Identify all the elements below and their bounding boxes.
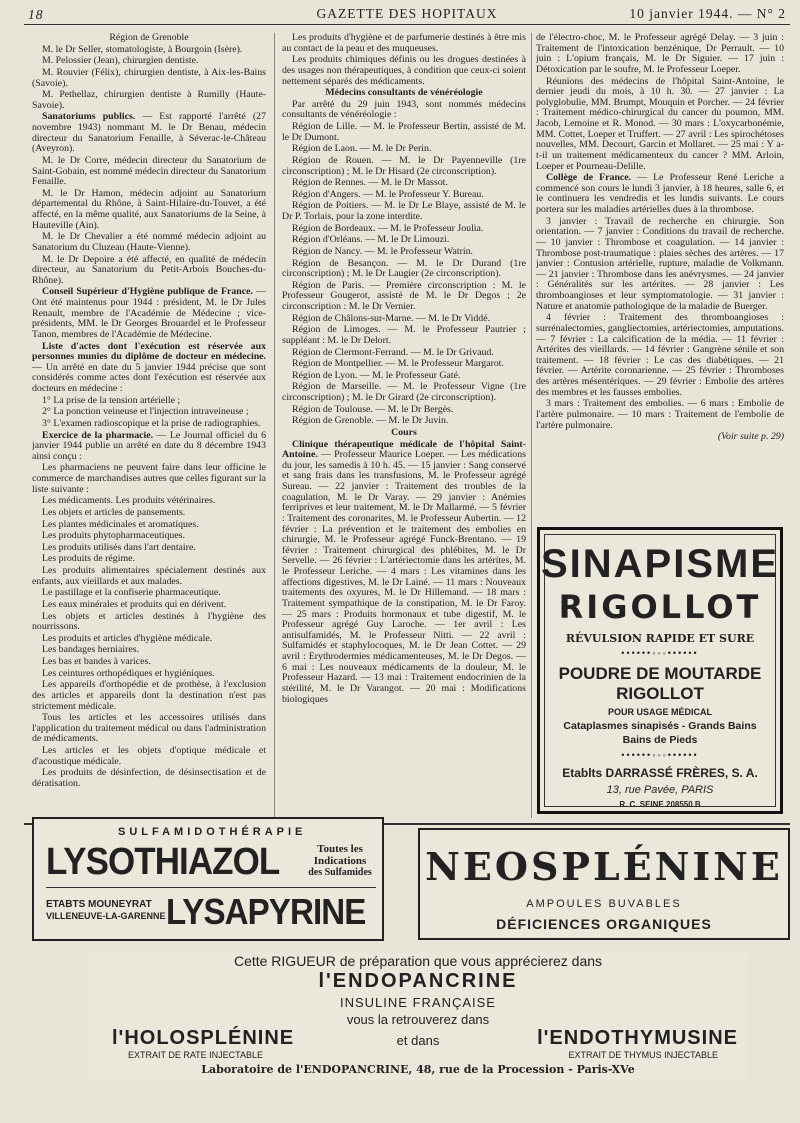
paragraph (32, 566, 266, 587)
paragraph (536, 77, 784, 173)
ad-address: 13, rue Pavée, PARIS (606, 784, 714, 796)
column-1 (32, 33, 266, 818)
paragraph (32, 255, 266, 287)
paragraph-text: Les produits de régime. (42, 553, 135, 565)
paragraph (282, 348, 526, 359)
paragraph-text: M. Pethellaz, chirurgien dentiste à Rumilly (Haute-Savoie). (32, 89, 266, 111)
paragraph (32, 396, 266, 407)
paragraph-text: Région de Marseille. — M. le Professeur Vigne (1re circonscription) ; M. le Dr Girard (2e circonscription). (282, 381, 526, 403)
paragraph (32, 189, 266, 232)
ad-divider (46, 887, 376, 888)
paragraph (32, 419, 266, 430)
header-rule (24, 24, 790, 25)
paragraph-text: Les articles et les objets d'optique médicale et d'acoustique médicale. (32, 745, 266, 767)
paragraph (32, 90, 266, 111)
paragraph (282, 314, 526, 325)
paragraph-lead: Conseil Supérieur d'Hygiène publique de France. (42, 286, 253, 298)
ad-rc: R. C. SEINE 208550 B (619, 800, 701, 809)
paragraph-text: Région d'Orléans. — M. le Dr Limouzi. (292, 234, 450, 246)
column-2 (282, 33, 526, 818)
paragraph (32, 33, 266, 44)
paragraph (32, 669, 266, 680)
paragraph-text: Les produits d'hygiène et de parfumerie destinés à être mis au contact de la peau et des muqueuses. (282, 33, 526, 54)
paragraph (32, 588, 266, 599)
paragraph-text: Les bas et bandes à varices. (42, 656, 151, 667)
paragraph (282, 178, 526, 189)
paragraph (32, 645, 266, 656)
paragraph-text: Les produits alimentaires spécialement destinés aux enfants, aux vieillards et aux malades. (32, 565, 266, 587)
paragraph (32, 431, 266, 463)
paragraph (32, 520, 266, 531)
paragraph (282, 201, 526, 222)
ad-line-1: Cataplasmes sinapisés - Grands Bains (563, 720, 757, 732)
masthead-title: GAZETTE DES HOPITAUX (316, 6, 498, 21)
paragraph (282, 428, 526, 439)
paragraph-text: Région de Grenoble. — M. le Dr Juvin. (292, 415, 449, 427)
ad-header: SULFAMIDOTHÉRAPIE (118, 826, 307, 838)
paragraph-text: Les bandages herniaires. (42, 644, 140, 656)
ad-sinapisme-rigollot (537, 527, 783, 814)
ad-note-1: Toutes les (317, 843, 363, 855)
ad-left-product: l'HOLOSPLÉNINE (112, 1027, 295, 1049)
paragraph (32, 342, 266, 395)
paragraph (536, 399, 784, 431)
paragraph-text: Région de Laon. — M. le Dr Perin. (292, 143, 432, 155)
paragraph (282, 144, 526, 155)
paragraph-text: Les produits de désinfection, de désinsectisation et de dératisation. (32, 767, 266, 789)
paragraph-text: Région de Châlons-sur-Marne. — M. le Dr Viddé. (292, 312, 491, 324)
paragraph-lead: Sanatoriums publics. (42, 111, 136, 123)
ad-line-2: INSULINE FRANÇAISE (340, 995, 496, 1010)
paragraph (282, 259, 526, 280)
paragraph-text: — Le Professeur René Leriche a commencé son cours le lundi 3 janvier, à 18 heures, salle 6, et le continuera les vendredis et les lundis suivants. Le cours portera sur les maladies artérielles dues à la thrombose. (536, 172, 784, 215)
ad-lysothiazol (32, 817, 384, 941)
paragraph-text: (Voir suite p. 29) (717, 431, 784, 443)
paragraph (32, 680, 266, 712)
ad-brand: RIGOLLOT (558, 588, 762, 626)
paragraph (32, 463, 266, 495)
paragraph (282, 156, 526, 177)
ad-footer: Laboratoire de l'ENDOPANCRINE, 48, rue de la Procession - Paris-XVe (201, 1063, 635, 1076)
ad-line-1: AMPOULES BUVABLES (526, 898, 682, 910)
ad-line-3: vous la retrouverez dans (346, 1012, 490, 1027)
paragraph-text: Région de Nancy. — M. le Professeur Watrin. (292, 245, 474, 257)
paragraph (32, 112, 266, 155)
paragraph (536, 432, 784, 443)
ad-note-3: des Sulfamides (308, 867, 372, 879)
paragraph-text: M. le Dr Corre, médecin directeur du Sanatorium de Saint-Gobain, est nommé médecin directeur du Sanatorium Fenaille. (32, 154, 266, 188)
paragraph-text: 3° L'examen radioscopique et la prise de radiographies. (42, 417, 261, 429)
paragraph-text: Région d'Angers. — M. le Professeur Y. Bureau. (292, 188, 484, 200)
paragraph (32, 531, 266, 542)
ad-line-1: Cette RIGUEUR de préparation que vous apprécierez dans (233, 953, 603, 969)
ad-line-2: DÉFICIENCES ORGANIQUES (496, 916, 712, 932)
paragraph-text: Région de Limoges. — M. le Professeur Pautrier ; suppléant : M. le Dr Delort. (282, 324, 526, 346)
paragraph-lead: Liste d'actes dont l'exécution est réservée aux personnes munies du diplôme de docteur en médecine. (32, 340, 266, 363)
paragraph-lead: Médecins consultants de vénéréologie (325, 87, 483, 99)
paragraph-text: Les médicaments. Les produits vétérinaires. (42, 495, 216, 507)
paragraph (282, 247, 526, 258)
paragraph-text: Tous les articles et les accessoires utilisés dans l'application du traitement médical ou dans l'administration de médicaments. (32, 712, 266, 745)
paragraph-text: Les produits utilisés dans l'art dentaire. (42, 541, 196, 553)
ad-mid-text: et dans (396, 1033, 440, 1048)
paragraph-text: Les produits phytopharmaceutiques. (42, 530, 185, 542)
ad-line-2: Bains de Pieds (622, 734, 698, 746)
paragraph (282, 371, 526, 382)
paragraph-text: M. le Dr Hamon, médecin adjoint au Sanatorium départemental du Rhône, à Saint-Hilaire-du-Touvet, a été affecté, en la même qualité, aux Sanatoriums de la Seine, à Hauteville (Ain). (32, 187, 266, 231)
paragraph-text: Région de Besançon. — M. le Dr Durand (1re circonscription) ; M. le Dr Laugier (2e circonscription). (282, 257, 526, 280)
ad-product-2: RIGOLLOT (616, 684, 704, 703)
paragraph (282, 33, 526, 54)
paragraph-text: Les eaux minérales et produits qui en dérivent. (42, 598, 227, 610)
paragraph-text: Région de Rouen. — M. le Dr Payenneville (1re circonscription) ; M. le Dr Hisard (2e circonscription). (282, 154, 526, 177)
ad-product-name: NEOSPLÉNINE (425, 844, 783, 889)
ad-company: Etablts DARRASSÉ FRÈRES, S. A. (562, 766, 758, 780)
paragraph (32, 657, 266, 668)
paragraph-text: M. le Dr Depoire a été affecté, en qualité de médecin directeur, au Sanatorium du Petit-Arbois Bouches-du-Rhône). (32, 253, 266, 286)
ad-neosplenine (418, 828, 790, 940)
paragraph-text: 3 janvier : Travail de recherche en chirurgie. Son orientation. — 7 janvier : Conditions du travail de recherche. — 10 janvier : Thrombose et coagulation. — 14 janvier : Thrombose post-traumatique : plaies sèches des artères. — 17 janvier : Contusion artérielle, rupture, maladie de Volkmann. — 21 janvier : Thrombose dans les anévrysmes. — 24 janvier : Généralités sur les artérites. — 28 janvier : Les thromboangioses et leur symptomatologie. — 31 janvier : Nature et anatomie pathologique de la maladie de Buerger. (536, 215, 784, 312)
ad-maker-1: ETABTS MOUNEYRAT (46, 899, 152, 910)
paragraph (282, 190, 526, 201)
paragraph-text: 3 mars : Traitement des embolies. — 6 mars : Embolie de l'artère pulmonaire. — 10 mars : Traitement de l'embolie de l'artère pulmonaire. (536, 398, 784, 431)
column-3 (536, 33, 784, 525)
page-number: 18 (28, 7, 44, 22)
paragraph-text: Région de Grenoble (109, 33, 189, 43)
paragraph-text: M. Rouvier (Félix), chirurgien dentiste, à Aix-les-Bains (Savoie). (32, 66, 266, 89)
ad-product-1: POUDRE DE MOUTARDE (558, 664, 762, 683)
paragraph (282, 325, 526, 346)
paragraph-lead: Cours (391, 426, 417, 438)
paragraph (282, 416, 526, 427)
paragraph (282, 281, 526, 313)
paragraph (32, 508, 266, 519)
paragraph (32, 634, 266, 645)
paragraph (32, 56, 266, 67)
ad-usage: POUR USAGE MÉDICAL (607, 707, 712, 717)
ornament-divider: ••••••◦◦◦•••••• (621, 750, 699, 760)
paragraph-text: Réunions des médecins de l'hôpital Saint-Antoine, le dernier jeudi du mois, à 10 h. 30. — 27 janvier : La polyglobulie, MM. Brumpt, Mouquin et Porcher. — 24 février : Traitement médico-chirurgical du cancer du poumon, MM. Jacob, Lemoine et R. Monod. — 30 mars : L'oxycarbonémie, MM. Cottet, Loeper et Truffert. — 27 avril : Les spirochétoses nouvelles, MM. Decourt, Garcin et Mollaret. — 25 mai : Y a-t-il un traitement médicamenteux du cancer ? MM. Arloin, Loeper et Pourneau-Delille. (536, 75, 784, 172)
paragraph-text: Région de Montpellier. — M. le Professeur Margarot. (292, 358, 504, 370)
paragraph-text: Région de Rennes. — M. le Dr Massot. (292, 177, 448, 189)
paragraph-text: Région de Toulouse. — M. le Dr Bergès. (292, 403, 454, 415)
paragraph-text: — Le Journal officiel du 6 janvier 1944 publie un arrêté en date du 8 décembre 1943 ainsi conçu : (32, 429, 266, 462)
paragraph (32, 543, 266, 554)
paragraph-text: Les ceintures orthopédiques et hygiéniques. (42, 667, 215, 679)
paragraph-text: Région de Poitiers. — M. le Dr Le Blaye, assisté de M. le Dr P. Torlais, pour la zone interdite. (282, 200, 526, 222)
paragraph-text: — Ont été maintenus pour 1944 : président, M. le Dr Jules Renault, membre de l'Académie de Médecine ; vice-présidents, MM. le Dr Georges Brouardel et le Professeur Tanon, membres de l'Académie de Médecine. (32, 286, 266, 340)
paragraph-text: de l'électro-choc, M. le Professeur agrégé Delay. — 3 juin : Traitement de l'intoxication benzénique, Dr Perrault. — 10 juin : L'opium français, M. le Dr Siguier. — 17 juin : Détoxication par le soufre, M. le Professeur Loeper. (536, 33, 784, 75)
paragraph-text: Par arrêté du 29 juin 1943, sont nommés médecins consultants de vénéréologie : (282, 98, 526, 121)
paragraph-text: M. le Dr Chevalier a été nommé médecin adjoint au Sanatorium du Cluzeau (Haute-Vienne). (32, 231, 266, 253)
ad-product-name-2: LYSAPYRINE (166, 891, 366, 932)
paragraph (536, 33, 784, 76)
paragraph (282, 88, 526, 99)
paragraph-text: Les appareils d'orthopédie et de prothèse, à l'exclusion des articles et appareils dont la destination n'est pas strictement médicale. (32, 679, 266, 712)
paragraph (32, 68, 266, 89)
paragraph (32, 45, 266, 56)
paragraph-lead: Clinique thérapeutique médicale de l'hôpital Saint-Antoine. (282, 438, 526, 461)
paragraph-text: Les plantes médicinales et aromatiques. (42, 518, 199, 530)
ad-product-name: LYSOTHIAZOL (46, 841, 280, 883)
paragraph-text: 1° La prise de la tension artérielle ; (42, 394, 181, 406)
paragraph (282, 235, 526, 246)
column-divider (531, 33, 532, 818)
paragraph-text: Région de Clermont-Ferrand. — M. le Dr Grivaud. (292, 346, 494, 358)
paragraph (32, 287, 266, 340)
ad-note-2: Indications (313, 855, 367, 868)
ad-tagline: RÉVULSION RAPIDE ET SURE (565, 632, 755, 645)
paragraph (282, 440, 526, 706)
paragraph (282, 122, 526, 143)
paragraph (282, 100, 526, 121)
paragraph (282, 224, 526, 235)
paragraph (32, 746, 266, 767)
paragraph-text: Les pharmaciens ne peuvent faire dans leur officine le commerce de marchandises autres que celles figurant sur la liste suivante : (32, 462, 266, 495)
paragraph-text: Les produits et articles d'hygiène médicale. (42, 632, 213, 644)
paragraph (32, 612, 266, 633)
column-divider (274, 33, 275, 818)
paragraph-text: Région de Lyon. — M. le Professeur Gaté. (292, 369, 461, 381)
paragraph-text: Région de Bordeaux. — M. le Professeur Joulia. (292, 222, 484, 234)
paragraph (536, 313, 784, 398)
paragraph (32, 600, 266, 611)
paragraph (32, 407, 266, 418)
paragraph-text: 2° La ponction veineuse et l'injection intraveineuse ; (42, 406, 249, 418)
ad-title: SINAPISME (540, 542, 780, 586)
paragraph (32, 768, 266, 789)
paragraph-text: — Un arrêté en date du 5 janvier 1944 précise que sont considérés comme actes dont l'exécution est réservée aux docteurs en médecine : (32, 361, 266, 394)
issue-date: 10 janvier 1944. — N° 2 (629, 6, 786, 21)
ad-endopancrine (88, 953, 748, 1081)
paragraph (536, 173, 784, 216)
paragraph-text: — Est rapporté l'arrêté (27 novembre 1943) nommant M. le Dr Benau, médecin directeur du Sanatorium Fenaille, à Séverac-le-Château (Aveyron). (32, 111, 266, 155)
ad-product-name: l'ENDOPANCRINE (318, 970, 518, 992)
paragraph (536, 217, 784, 313)
paragraph-text: Région de Paris. — Première circonscription : M. le Professeur Gougerot, assisté de M. le Dr Degos ; 2e circonscription : M. le Dr Vernier. (282, 279, 526, 312)
paragraph-text: Le pastillage et la confiserie pharmaceutique. (42, 587, 221, 599)
paragraph (32, 554, 266, 565)
paragraph-lead: Collège de France. (546, 172, 632, 184)
paragraph (32, 232, 266, 253)
paragraph-text: M. Pelossier (Jean), chirurgien dentiste. (42, 55, 199, 67)
paragraph (32, 496, 266, 507)
ad-right-product: l'ENDOTHYMUSINE (537, 1027, 738, 1049)
paragraph (282, 382, 526, 403)
ad-right-sub: EXTRAIT DE THYMUS INJECTABLE (568, 1050, 718, 1060)
page-header (28, 5, 786, 25)
ad-maker-2: VILLENEUVE-LA-GARENNE (46, 911, 166, 921)
paragraph (282, 359, 526, 370)
paragraph-text: 4 février : Traitement des thromboangioses : surrénalectomies, gangliectomies, artériectomies, amputations. — 7 février : La calcification de la média. — 11 février : Artérites des vieillards. — 14 février : Gangrène sénile et son traitement. — 18 février : Le cas des diabétiques. — 21 février. — Artérite coronarienne. — 25 février : Thromboses des artères mésentériques. — 29 février : Embolie des artères des membres et les fausses embolies. (536, 312, 784, 398)
paragraph-text: Les produits chimiques définis ou les drogues destinées à des usages non thérapeutiques, à condition que ceux-ci soient nettement séparés des médicaments. (282, 54, 526, 87)
paragraph-text: — Professeur Maurice Loeper. — Les médications du jour, les samedis à 10 h. 45. — 15 janvier : Sang conservé et sang frais dans les transfusions, M. le Professeur agrégé Sureau. — 22 janvier : Traitement des troubles de la coagulation, M. le Dr Varay. — 29 janvier : Anémies ferriprives et leur traitement, M. le Dr Mallarmé. — 5 février : Traitement des coronarites, M. le Professeur Aubertin. — 12 février : La prévention et le traitement des embolies en chirurgie, M. le Professeur agrégé Funck-Brentano. — 19 février : Traitement chirurgical des phlébites, M. le Dr Servelle. — 26 février : L'artériectomie dans les artérites, M. le Professeur Leriche. — 4 mars : Les vitamines dans les affections digestives, M. le Dr Lainé. — 11 mars : Nouveaux traitements des oxyures, M. le Dr Hillemand. — 18 mars : Traitement sympathique de la constipation, M. le Dr Faroy. — 25 mars : Produits hormonaux et tube digestif, M. le Professeur agrégé Guy Laroche. — 1er avril : Les antisulfamidés, M. le Professeur Nitti. — 22 avril : Sulfamidés et staphylocoques, M. le Dr Jean Cottet. — 29 avril : Erythrodermies médicamenteuses, M. le Dr Degos. — 6 mai : Les nouveaux médicaments de la douleur, M. le Professeur Hazard. — 13 mai : Traitement endocrinien de la stérilité, M. le Dr Varangot. — 20 mai : Modifications biologiques (282, 449, 526, 705)
paragraph-text: Les objets et articles destinés à l'hygiène des nourrissons. (32, 610, 266, 633)
paragraph-text: Les objets et articles de pansements. (42, 506, 186, 518)
paragraph-text: M. le Dr Seller, stomatologiste, à Bourgoin (Isère). (42, 43, 243, 55)
paragraph-text: Région de Lille. — M. le Professeur Bertin, assisté de M. le Dr Dumont. (282, 121, 526, 143)
paragraph (282, 55, 526, 87)
paragraph (32, 156, 266, 188)
paragraph (32, 713, 266, 745)
paragraph (282, 405, 526, 416)
ornament-divider: ••••••◦◦◦•••••• (621, 648, 699, 658)
paragraph-lead: Exercice de la pharmacie. (42, 429, 154, 441)
ad-left-sub: EXTRAIT DE RATE INJECTABLE (128, 1050, 264, 1060)
